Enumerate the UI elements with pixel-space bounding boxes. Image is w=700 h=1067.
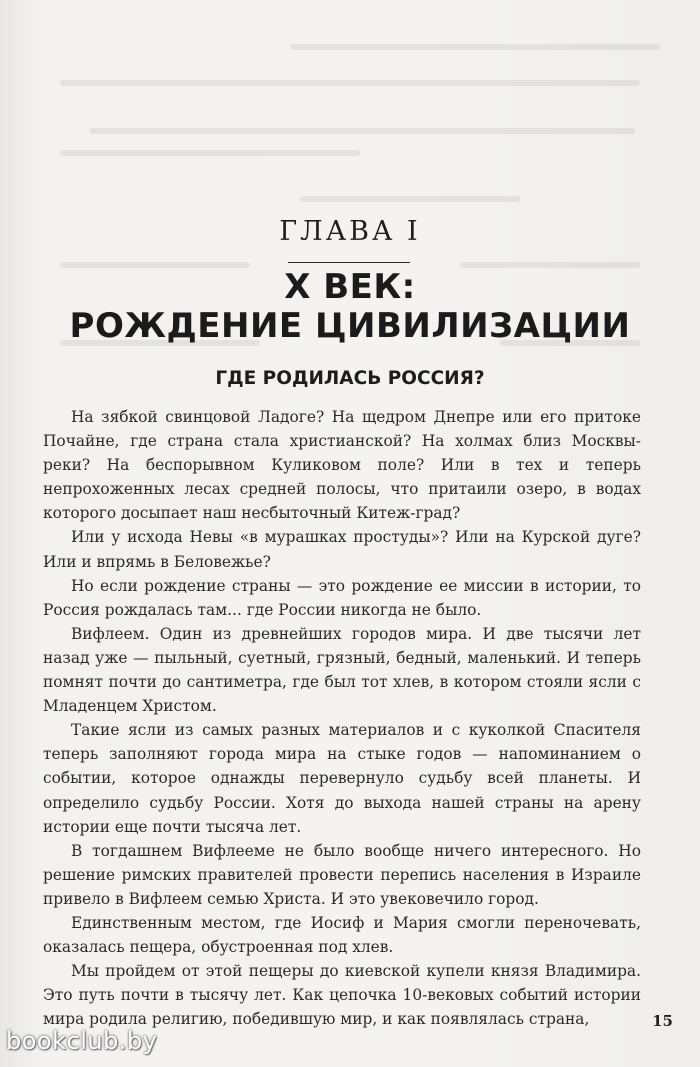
- paragraph: Вифлеем. Один из древнейших городов мира. И две тысячи лет назад уже — пыльный, суетный, грязный, бедный, маленький. И теперь помнят почти до сантиметра, где был тот хлев, в котором стояли ясли с Младенцем Христом.: [43, 624, 641, 716]
- chapter-label: ГЛАВА I: [279, 216, 421, 247]
- paragraph: Единственным местом, где Иосиф и Мария смогли переночевать, оказалась пещера, обустроенная под хлев.: [43, 913, 641, 957]
- paragraph: Но если рождение страны — это рождение ее миссии в истории, то Россия рождалась там... где России никогда не было.: [43, 576, 641, 619]
- bleed-through-line: [90, 128, 635, 134]
- bleed-through-heading: [300, 196, 520, 202]
- body-text: [43, 405, 641, 1031]
- chapter-title-line1: X ВЕК:: [284, 267, 416, 307]
- paragraph: В тогдашнем Вифлееме не было вообще ничего интересного. Но решение римских правителей провести перепись населения в Израиле привело в Вифлеем семью Христа. И это увековечило город.: [43, 841, 641, 908]
- paragraph: Мы пройдем от этой пещеры до киевской купели князя Владимира. Это путь почти в тысячу лет. Как цепочка 10-вековых событий истории мира родила религию, победившую мир, и как появлялась страна,: [43, 962, 641, 1029]
- bleed-through-header: [290, 44, 660, 50]
- chapter-title-line2: РОЖДЕНИЕ ЦИВИЛИЗАЦИИ: [69, 306, 631, 346]
- page-number: 15: [652, 1012, 673, 1030]
- bleed-through-line: [60, 80, 640, 86]
- paragraph: Такие ясли из самых разных материалов и с куколкой Спасителя теперь заполняют города мира на стыке годов — напоминанием о событии, которое однажды перевернуло судьбу всей планеты. И определило судьбу России. Хотя до выхода нашей страны на арену истории еще почти тысяча лет.: [43, 721, 641, 836]
- chapter-underline: [288, 262, 410, 263]
- paragraph: Или у исхода Невы «в мурашках простуды»? Или на Курской дуге? Или и впрямь в Беловежье?: [43, 528, 641, 571]
- section-title: ГДЕ РОДИЛАСЬ РОССИЯ?: [215, 368, 485, 389]
- bleed-through-line: [60, 150, 360, 156]
- paragraph: На зябкой свинцовой Ладоге? На щедром Днепре или его притоке Почайне, где страна стала христианской? На холмах близ Москвы-реки? На беспорывном Куликовом поле? Или в тех и теперь непрохоженных лесах средней полосы, что притаили озеро, в водах которого досыпает наш несбыточный Китеж-град?: [43, 408, 641, 523]
- watermark: bookclub.by: [6, 1027, 158, 1055]
